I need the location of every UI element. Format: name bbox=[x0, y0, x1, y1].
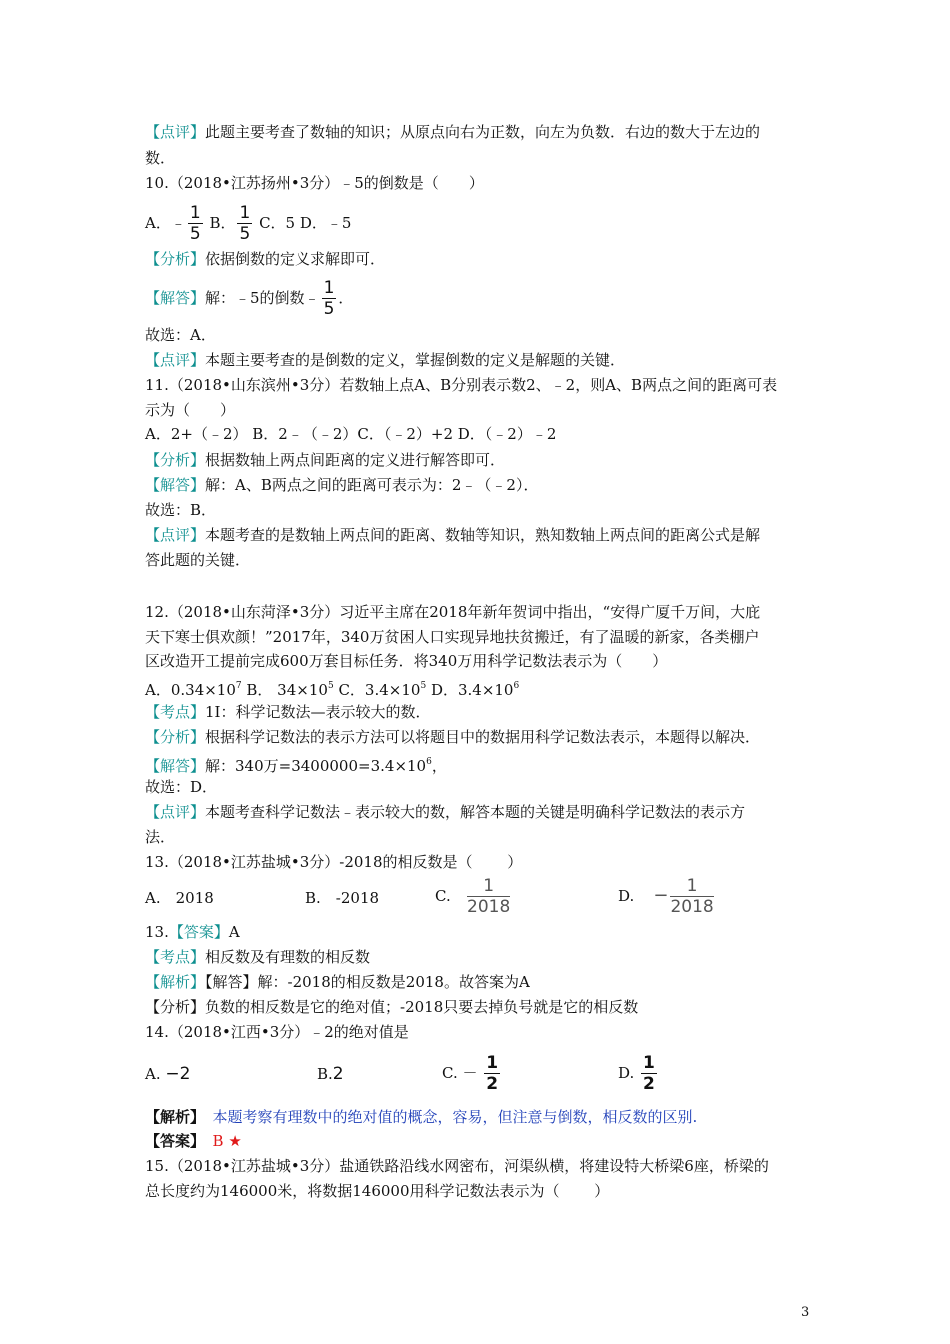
q14-fraction-d bbox=[641, 1055, 657, 1093]
fraction-denominator: 2 bbox=[486, 1074, 499, 1094]
q14-option-b bbox=[317, 1064, 344, 1084]
q11-comment-line2: 答此题的关键． bbox=[145, 551, 251, 569]
solution-end: ． bbox=[338, 289, 354, 307]
page-number: 3 bbox=[801, 1305, 810, 1320]
solution-tag: 【解答】 bbox=[145, 289, 206, 307]
option-value: 2 bbox=[332, 1064, 344, 1084]
q11-stem-line2: 示为（ ） bbox=[145, 401, 236, 419]
q12-solution bbox=[145, 752, 447, 776]
analysis-tag: 【分析】 bbox=[145, 728, 206, 746]
solution-tag: 【解答】 bbox=[145, 476, 206, 494]
explanation-text: 本题考察有理数中的绝对值的概念，容易，但注意与倒数，相反数的区别. bbox=[197, 1108, 698, 1126]
answer-text: B bbox=[197, 1132, 229, 1150]
analysis-text: 根据科学记数法的表示方法可以将题目中的数据用科学记数法表示，本题得以解决． bbox=[205, 728, 761, 746]
q13-option-c bbox=[435, 878, 512, 916]
q12-stem-line2: 天下寒士俱欢颜！”2017年，340万贫困人口实现异地扶贫搬迁，有了温暖的新家，各类棚户 bbox=[145, 628, 760, 646]
option-value: −2 bbox=[165, 1064, 191, 1084]
solution-tag: 【解答】 bbox=[145, 757, 206, 775]
fraction-numerator: 1 bbox=[643, 1053, 655, 1073]
fraction-denominator: 5 bbox=[189, 224, 201, 244]
comment-line bbox=[145, 122, 760, 142]
q12-stem-line3: 区改造开工提前完成600万套目标任务．将340万用科学记数法表示为（ ） bbox=[145, 652, 668, 670]
q13-solution bbox=[145, 972, 530, 992]
answer-tag: 【答案】 bbox=[145, 1132, 198, 1150]
fraction-numerator: 1 bbox=[467, 878, 510, 897]
explanation-tag: 【解析】 bbox=[145, 973, 206, 991]
keypoint-text: 相反数及有理数的相反数 bbox=[205, 948, 371, 966]
comment-tag: 【点评】 bbox=[145, 351, 206, 369]
solution-text: 解：340万=3400000=3.4×10 bbox=[205, 757, 427, 775]
q13-stem: 13.（2018•江苏盐城•3分）-2018的相反数是（ ） bbox=[145, 853, 523, 871]
q14-fraction-c bbox=[484, 1055, 500, 1093]
q12-stem-line1: 12.（2018•山东菏泽•3分）习近平主席在2018年新年贺词中指出，“安得广厦千万间，大庇 bbox=[145, 603, 761, 621]
q13-option-b: B. -2018 bbox=[305, 889, 380, 907]
solution-tag: 【解答】 bbox=[205, 973, 258, 991]
comment-text: 本题考查科学记数法﹣表示较大的数，解答本题的关键是明确科学记数法的表示方 bbox=[205, 803, 746, 821]
explanation-tag: 【解析】 bbox=[145, 1108, 198, 1126]
q11-solution bbox=[145, 475, 538, 495]
q12-comment-line1 bbox=[145, 802, 745, 822]
fraction-numerator: 1 bbox=[189, 203, 201, 223]
q10-options bbox=[145, 205, 351, 243]
q10-choice: 故选：A． bbox=[145, 326, 216, 344]
option-label: B. bbox=[317, 1065, 333, 1083]
q13-fraction-c bbox=[467, 878, 510, 916]
solution-text: 解：﹣5的倒数﹣ bbox=[205, 289, 320, 307]
q15-stem-line1: 15.（2018•江苏盐城•3分）盐通铁路沿线水网密布，河渠纵横，将建设特大桥梁6座，桥梁的 bbox=[145, 1157, 769, 1175]
q14-stem: 14.（2018•江西•3分）﹣2的绝对值是 bbox=[145, 1023, 409, 1041]
fraction-numerator: 1 bbox=[239, 203, 251, 223]
analysis-tag: 【分析】 bbox=[145, 998, 206, 1016]
exponent: 6 bbox=[513, 681, 520, 691]
q12-analysis bbox=[145, 727, 760, 747]
solution-end: ， bbox=[431, 757, 447, 775]
q10-comment bbox=[145, 350, 625, 370]
q12-keypoint bbox=[145, 702, 431, 722]
q10-option-cd: C．5 D．﹣5 bbox=[254, 214, 352, 232]
comment-text: 此题主要考查了数轴的知识；从原点向右为正数，向左为负数．右边的数大于左边的 bbox=[205, 123, 761, 141]
option-label: C. bbox=[435, 887, 451, 905]
analysis-tag: 【分析】 bbox=[145, 250, 206, 268]
q12-options bbox=[145, 676, 519, 700]
fraction-denominator: 5 bbox=[239, 224, 251, 244]
comment-text: 本题考查的是数轴上两点间的距离、数轴等知识，熟知数轴上两点间的距离公式是解 bbox=[205, 526, 761, 544]
fraction-denominator: 2018 bbox=[670, 897, 714, 917]
exponent: 5 bbox=[327, 681, 334, 691]
answer-number: 13. bbox=[145, 923, 169, 941]
q10-fraction-a bbox=[188, 205, 203, 243]
comment-tag: 【点评】 bbox=[145, 123, 206, 141]
comment-text: 本题主要考查的是倒数的定义，掌握倒数的定义是解题的关键． bbox=[205, 351, 626, 369]
star-icon: ★ bbox=[228, 1132, 242, 1150]
q14-option-c bbox=[442, 1055, 502, 1093]
q14-option-d bbox=[618, 1055, 659, 1093]
q10-solution-fraction bbox=[322, 280, 337, 318]
q13-option-a: A. 2018 bbox=[145, 889, 214, 907]
solution-text: 解：A、B两点之间的距离可表示为：2﹣（﹣2）． bbox=[205, 476, 539, 494]
analysis-tag: 【分析】 bbox=[145, 451, 206, 469]
q14-answer bbox=[145, 1131, 242, 1151]
q13-analysis bbox=[145, 997, 638, 1017]
keypoint-tag: 【考点】 bbox=[145, 948, 206, 966]
answer-text: A bbox=[228, 923, 240, 941]
option-label: D. bbox=[618, 1064, 635, 1082]
analysis-text: 依据倒数的定义求解即可． bbox=[205, 250, 386, 268]
q11-comment-line1 bbox=[145, 525, 760, 545]
fraction-denominator: 5 bbox=[323, 299, 335, 319]
answer-tag: 【答案】 bbox=[168, 923, 229, 941]
exponent: 7 bbox=[235, 681, 242, 691]
option-label: D. bbox=[618, 887, 635, 905]
exponent: 5 bbox=[420, 681, 427, 691]
option-label: C. － bbox=[442, 1064, 478, 1082]
q13-keypoint bbox=[145, 947, 370, 967]
q12-comment-line2: 法． bbox=[145, 828, 176, 846]
q11-stem-line1: 11.（2018•山东滨州•3分）若数轴上点A、B分别表示数2、﹣2，则A、B两点之间的距离可表 bbox=[145, 376, 778, 394]
q12-option-c: C．3.4×10 bbox=[333, 681, 421, 699]
q15-stem-line2: 总长度约为146000米，将数据146000用科学记数法表示为（ ） bbox=[145, 1182, 610, 1200]
analysis-text: 根据数轴上两点间距离的定义进行解答即可． bbox=[205, 451, 506, 469]
q12-option-b: B． 34×10 bbox=[241, 681, 328, 699]
fraction-numerator: 1 bbox=[486, 1053, 499, 1073]
q14-explanation bbox=[145, 1107, 697, 1127]
q13-option-d bbox=[618, 878, 716, 916]
q10-option-a: A．﹣ bbox=[145, 214, 186, 232]
q14-option-a bbox=[145, 1064, 190, 1084]
q13-answer bbox=[145, 922, 240, 942]
keypoint-text: 1I：科学记数法—表示较大的数． bbox=[205, 703, 431, 721]
q10-stem: 10.（2018•江苏扬州•3分）﹣5的倒数是（ ） bbox=[145, 174, 484, 192]
fraction-denominator: 2018 bbox=[467, 897, 511, 917]
q11-analysis bbox=[145, 450, 505, 470]
fraction-numerator: 1 bbox=[323, 278, 335, 298]
q11-options: A．2+（﹣2） B．2﹣（﹣2）C．（﹣2）+2 D．（﹣2）﹣2 bbox=[145, 425, 557, 443]
q11-choice: 故选：B． bbox=[145, 501, 217, 519]
comment-tag: 【点评】 bbox=[145, 526, 206, 544]
keypoint-tag: 【考点】 bbox=[145, 703, 206, 721]
q10-solution bbox=[145, 280, 353, 318]
q10-analysis bbox=[145, 249, 385, 269]
exponent: 6 bbox=[426, 757, 432, 767]
option-label: A. bbox=[145, 1065, 166, 1083]
q10-option-b: B． bbox=[204, 214, 236, 232]
q13-fraction-d bbox=[670, 878, 713, 916]
q10-fraction-b bbox=[237, 205, 252, 243]
analysis-text: 负数的相反数是它的绝对值；-2018只要去掉负号就是它的相反数 bbox=[205, 998, 639, 1016]
q12-choice: 故选：D． bbox=[145, 778, 218, 796]
minus-sign: − bbox=[653, 885, 669, 906]
q12-option-a: A．0.34×10 bbox=[145, 681, 236, 699]
q12-option-d: D．3.4×10 bbox=[426, 681, 514, 699]
comment-tag: 【点评】 bbox=[145, 803, 206, 821]
fraction-numerator: 1 bbox=[670, 878, 713, 897]
fraction-denominator: 2 bbox=[643, 1074, 655, 1094]
comment-line-cont: 数． bbox=[145, 149, 176, 167]
solution-text: 解：-2018的相反数是2018。故答案为A bbox=[257, 973, 530, 991]
